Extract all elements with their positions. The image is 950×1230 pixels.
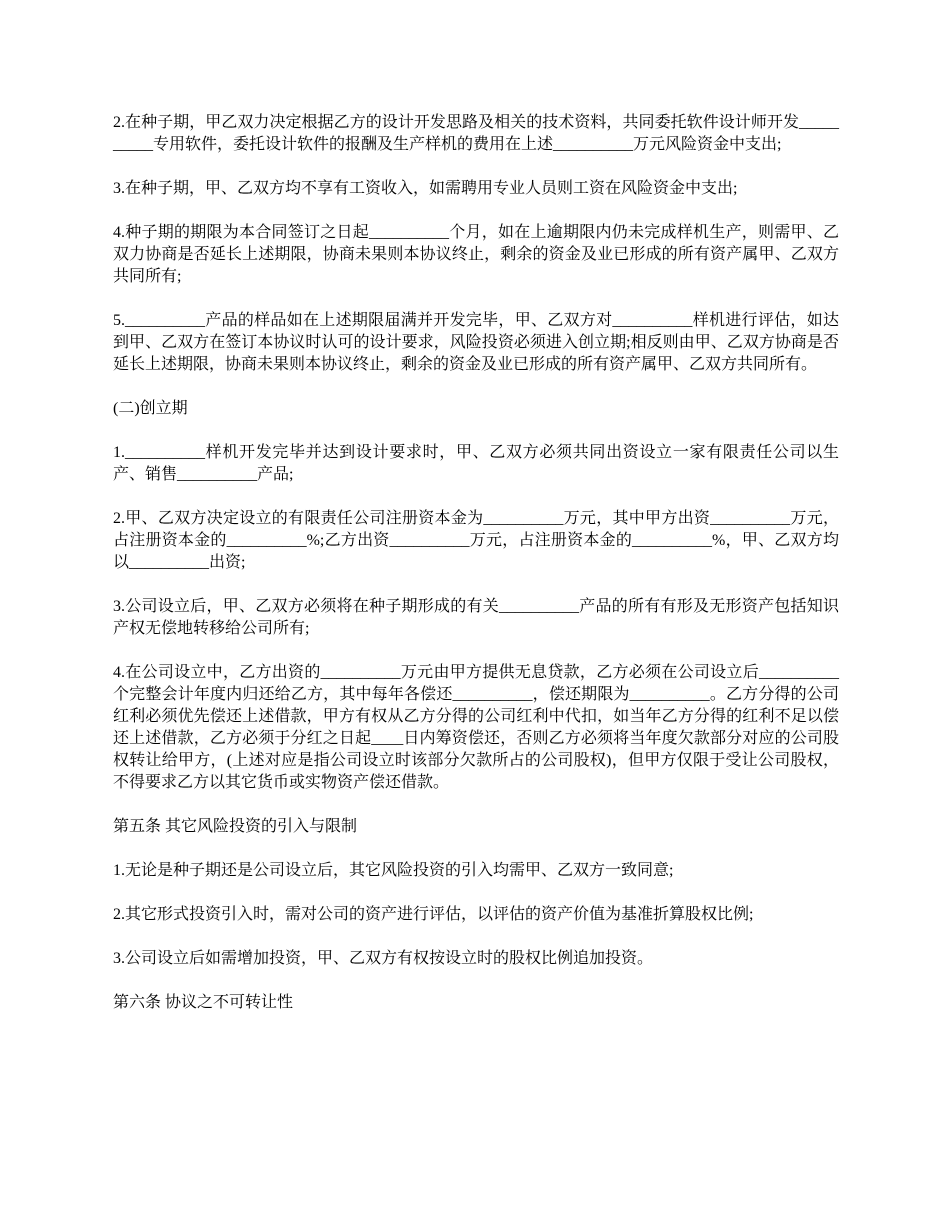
clause-article-five-1: 1.无论是种子期还是公司设立后，其它风险投资的引入均需甲、乙双方一致同意; [113, 862, 674, 879]
clause-article-five-3: 3.公司设立后如需增加投资，甲、乙双方有权按设立时的股权比例追加投资。 [113, 950, 654, 967]
section-heading-founding-stage: (二)创立期 [113, 400, 188, 417]
clause-founding-stage-3: 3.公司设立后，甲、乙双方必须将在种子期形成的有关__________产品的所有有形及无形资产包括知识产权无偿地转移给公司所有; [113, 598, 839, 637]
clause-founding-stage-2: 2.甲、乙双方决定设立的有限责任公司注册资本金为__________万元，其中甲方出资__________万元，占注册资本金的__________%;乙方出资__________万元，占注册资本金的__________%，甲、乙双方均以__________出资; [113, 510, 839, 571]
clause-seed-stage-4: 4.种子期的期限为本合同签订之日起__________个月，如在上逾期限内仍未完成样机生产，则需甲、乙双力协商是否延长上述期限，协商未果则本协议终止，剩余的资金及业已形成的所有资产属甲、乙双方共同所有; [113, 224, 839, 285]
clause-seed-stage-3: 3.在种子期，甲、乙双方均不享有工资收入，如需聘用专业人员则工资在风险资金中支出; [113, 180, 738, 197]
clause-founding-stage-1: 1.__________样机开发完毕并达到设计要求时，甲、乙双方必须共同出资设立一家有限责任公司以生产、销售__________产品; [113, 444, 839, 483]
clause-seed-stage-5: 5.__________产品的样品如在上述期限届满并开发完毕，甲、乙双方对__________样机进行评估，如达到甲、乙双方在签订本协议时认可的设计要求，风险投资必须进入创立期;相反则由甲、乙双方协商是否延长上述期限，协商未果则本协议终止，剩余的资金及业已形成的所有资产属甲、乙双方共同所有。 [113, 312, 839, 373]
clause-article-five-2: 2.其它形式投资引入时，需对公司的资产进行评估，以评估的资产价值为基准折算股权比例; [113, 906, 754, 923]
document-page [113, 112, 839, 1036]
clause-seed-stage-2: 2.在种子期，甲乙双力决定根据乙方的设计开发思路及相关的技术资料，共同委托软件设计师开发__________专用软件，委托设计软件的报酬及生产样机的费用在上述__________万元风险资金中支出; [113, 114, 839, 153]
clause-founding-stage-4: 4.在公司设立中，乙方出资的__________万元由甲方提供无息贷款，乙方必须在公司设立后__________个完整会计年度内归还给乙方，其中每年各偿还__________，偿还期限为__________。乙方分得的公司红利必须优先偿还上述借款，甲方有权从乙方分得的公司红利中代扣，如当年乙方分得的红利不足以偿还上述借款，乙方必须于分红之日起____日内筹资偿还，否则乙方必须将当年度欠款部分对应的公司股权转让给甲方，(上述对应是指公司设立时该部分欠款所占的公司股权)，但甲方仅限于受让公司股权，不得要求乙方以其它货币或实物资产偿还借款。 [113, 664, 839, 791]
article-six-heading: 第六条 协议之不可转让性 [113, 994, 294, 1011]
article-five-heading: 第五条 其它风险投资的引入与限制 [113, 818, 358, 835]
